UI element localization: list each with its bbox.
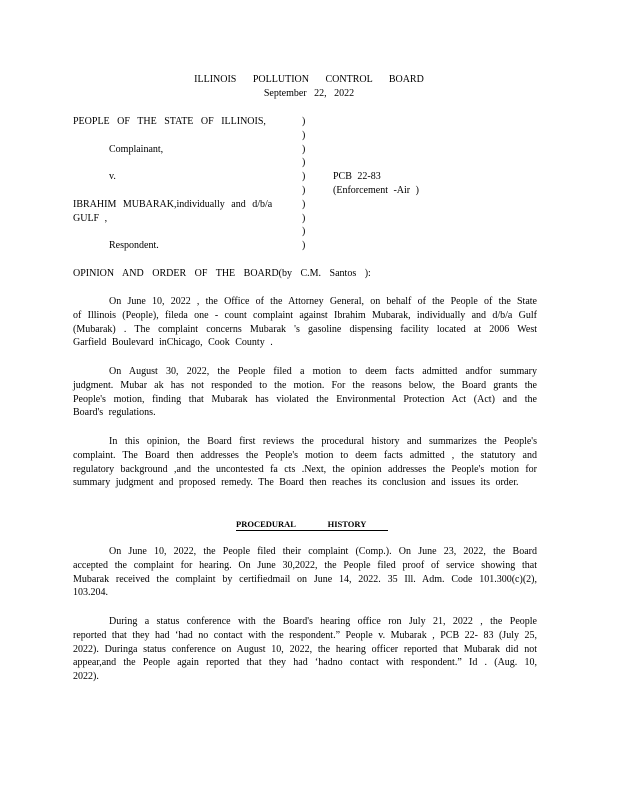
intro-paragraph-2 [73,365,537,420]
caption-parentheses [302,115,310,253]
paragraph-text: On August 30, 2022, the People filed a motion to deem facts admitted andfor summary judgment. Mubar ak has not responded to the motion. For the reasons below, the Board grants the People's motion, finding that Mubarak has violated the Environmental Protection Act (Act) and the Board's regulations. [73,366,537,419]
paren: ) [302,157,306,169]
paren: ) [302,116,306,127]
paragraph-text: In this opinion, the Board first reviews the procedural history and summarizes the People's complaint. The Board then addresses the People's motion to deem facts admitted , the statutory and regulatory background ,and the uncontested fa cts .Next, the opinion addresses the People's motion for summary judgment and proposed remedy. The Board then reaches its conclusion and issues its order. [73,436,537,489]
paren: ) [302,129,306,141]
paren: ) [302,171,306,183]
paren: ) [302,184,306,196]
history-paragraph-1 [73,545,537,600]
versus-label: v. [109,171,116,183]
paren: ) [302,226,306,238]
caption-parties [73,115,303,253]
document-date: September 22, 2022 [263,88,355,99]
case-type: (Enforcement -Air ) [333,184,419,196]
board-name: ILLINOIS POLLUTION CONTROL BOARD [194,74,424,85]
opinion-heading: OPINION AND ORDER OF THE BOARD(by C.M. Santos ): [73,268,371,279]
paren: ) [302,198,306,210]
paragraph-text: During a status conference with the Board's hearing office ron July 21, 2022 , the People reported that they had ‘had no contact with the respondent.” People v. Mubarak , PCB 22- 83 (July 25, 2022). Duringa status conference on August 10, 2022, the hearing officer reported that Mubarak did not appear,and the People again reported that they had ‘hadno contact with respondent.” Id . (Aug. 10, 2022). [73,616,537,683]
intro-paragraph-3 [73,435,537,490]
paren: ) [302,143,306,155]
paragraph-text: On June 10, 2022, the People filed their complaint (Comp.). On June 23, 2022, the Board accepted the complaint for hearing. On June 30,2022, the People filed proof of service showing that Mubarak received the complaint by certifiedmail on June 14, 2022. 35 Ill. Adm. Code 101.300(c)(2), 103.204. [73,546,537,599]
plaintiff-name: PEOPLE OF THE STATE OF ILLINOIS, [73,116,266,127]
history-paragraph-2 [73,615,537,684]
paragraph-text: On June 10, 2022 , the Office of the Attorney General, on behalf of the People of the State of Illinois (People), fileda one - count complaint against Ibrahim Mubarak, individually and d/b/a Gulf (Mubarak) . The complaint concerns Mubarak 's gasoline dispensing facility located at 2006 West Garfield Boulevard inChicago, Cook County . [73,296,537,349]
defendant-role: Respondent. [109,240,159,252]
paren: ) [302,240,306,252]
case-info [333,170,473,198]
intro-paragraph-1 [73,295,537,350]
case-number: PCB 22-83 [333,171,381,182]
defendant-name-line1: IBRAHIM MUBARAK,individually and d/b/a [73,198,273,210]
case-caption [73,115,553,255]
paren: ) [302,212,306,224]
section-heading: PROCEDURAL HISTORY [236,519,388,531]
plaintiff-role: Complainant, [109,143,164,155]
defendant-name-line2: GULF , [73,212,108,224]
